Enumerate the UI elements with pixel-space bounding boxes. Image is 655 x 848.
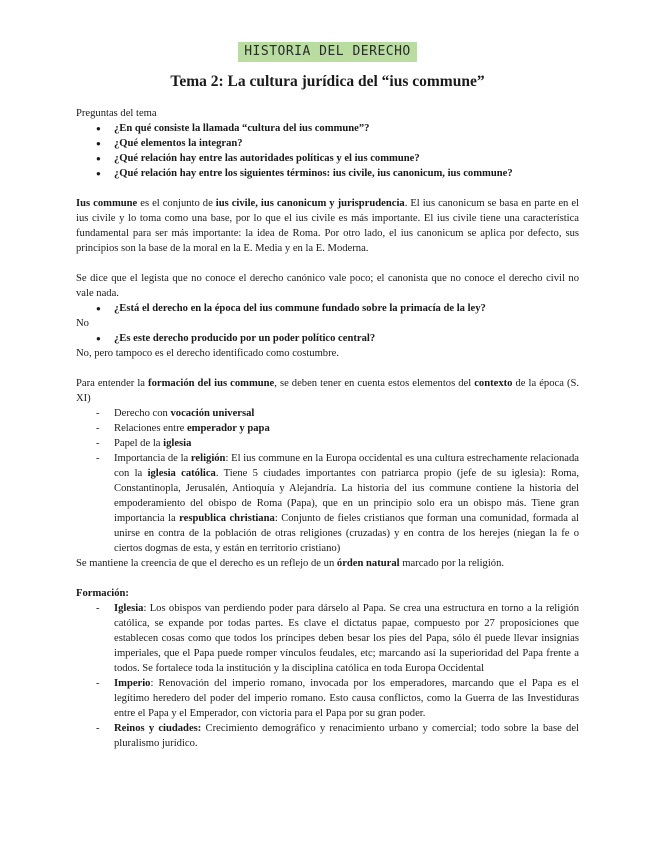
list-item: - Importancia de la religión: El ius commune en la Europa occidental es una cultura estrechamente relacionada con la iglesia católica. Tiene 5 ciudades importantes con patriarca propio (jefe de su iglesia): Roma, Constantinopla, Jerusalén, Antioquía y Alejandría. La historia del ius commune contiene la historia del empoderamiento del obispo de Roma (Papa), que en un principio solo era un obispo más. Tiene gran importancia la respublica christiana: Conjunto de fieles cristianos que forman una comunidad, formada al unirse en contra de la población de otras religiones (cruzadas) y en contra de los herejes (niegan la fe o ciertos dogmas de esta, y están en territorio cristiano) xyxy=(76,451,579,556)
question-item: ● ¿Qué relación hay entre los siguientes términos: ius civile, ius canonicum, ius commune? xyxy=(76,166,579,181)
poder-question xyxy=(76,331,579,346)
section-title: Formación: xyxy=(76,588,129,599)
formacion-list xyxy=(76,601,579,751)
list-item: - Iglesia: Los obispos van perdiendo poder para dárselo al Papa. Se crea una estructura en torno a la religión católica, se expande por todas partes. Es clave el dictatus papae, compuesto por 27 proposiciones que establecen cosas como que todos los príncipes deben besar los pies del Papa, sólo él puede llevar insignias imperiales, que el Papa puede romper vínculos feudales, etc; marcando así la superioridad del Papa frente a todos. Se fortalece toda la institución y la disciplina católica en toda Europa Occidental xyxy=(76,601,579,676)
list-item: - Derecho con vocación universal xyxy=(76,406,579,421)
list-item: - Papel de la iglesia xyxy=(76,436,579,451)
document-page xyxy=(76,0,579,751)
question-item: ● ¿Qué elementos la integran? xyxy=(76,136,579,151)
answer-text: No, pero tampoco es el derecho identificado como costumbre. xyxy=(76,348,339,359)
question-item: ● ¿En qué consiste la llamada “cultura del ius commune”? xyxy=(76,121,579,136)
page-title: Tema 2: La cultura jurídica del “ius commune” xyxy=(170,73,485,90)
question-item: ● ¿Está el derecho en la época del ius commune fundado sobre la primacía de la ley? xyxy=(76,301,579,316)
primacia-question xyxy=(76,301,579,316)
definition-term: Ius commune xyxy=(76,198,138,209)
list-item: - Relaciones entre emperador y papa xyxy=(76,421,579,436)
questions-section xyxy=(76,106,579,181)
context-list xyxy=(76,406,579,556)
questions-intro: Preguntas del tema xyxy=(76,108,157,119)
question-item: ● ¿Qué relación hay entre las autoridades políticas y el ius commune? xyxy=(76,151,579,166)
header xyxy=(76,42,579,62)
definition-components: ius civile, ius canonicum y jurisprudencia xyxy=(215,198,405,209)
list-item: - Imperio: Renovación del imperio romano, invocada por los emperadores, marcando que el Papa es el legítimo heredero del poder del imperio romano. Esto causa conflictos, como la Guerra de las Investiduras entre el Papa y el Emperador, con victoria para el Papa por su gran poder. xyxy=(76,676,579,721)
legista-paragraph: Se dice que el legista que no conoce el derecho canónico vale poco; el canonista que no conoce el derecho civil no vale nada. xyxy=(76,273,579,299)
formacion-intro: Para entender la formación del ius commune, se deben tener en cuenta estos elementos del contexto de la época (S. XI) xyxy=(76,378,580,404)
list-item: - Reinos y ciudades: Crecimiento demográfico y renacimiento urbano y comercial; todo sobre la base del pluralismo jurídico. xyxy=(76,721,579,751)
ius-commune-definition: Ius commune es el conjunto de ius civile, ius canonicum y jurisprudencia. El ius canonicum se basa en parte en el ius civile y lo toma como una base, por lo que el ius civile es más importante. El ius civile tiene una característica fundamental para ser más importante: la idea de Roma. Por otro lado, el ius canonicum se aplica por defecto, sus principios son la base de la moral en la E. Media y en la E. Moderna. xyxy=(76,198,579,254)
answer-text: No xyxy=(76,318,89,329)
orden-natural-paragraph: Se mantiene la creencia de que el derecho es un reflejo de un órden natural marcado por la religión. xyxy=(76,558,505,569)
question-item: ● ¿Es este derecho producido por un poder político central? xyxy=(76,331,579,346)
subject-label: HISTORIA DEL DERECHO xyxy=(238,42,417,62)
questions-list xyxy=(76,121,579,181)
